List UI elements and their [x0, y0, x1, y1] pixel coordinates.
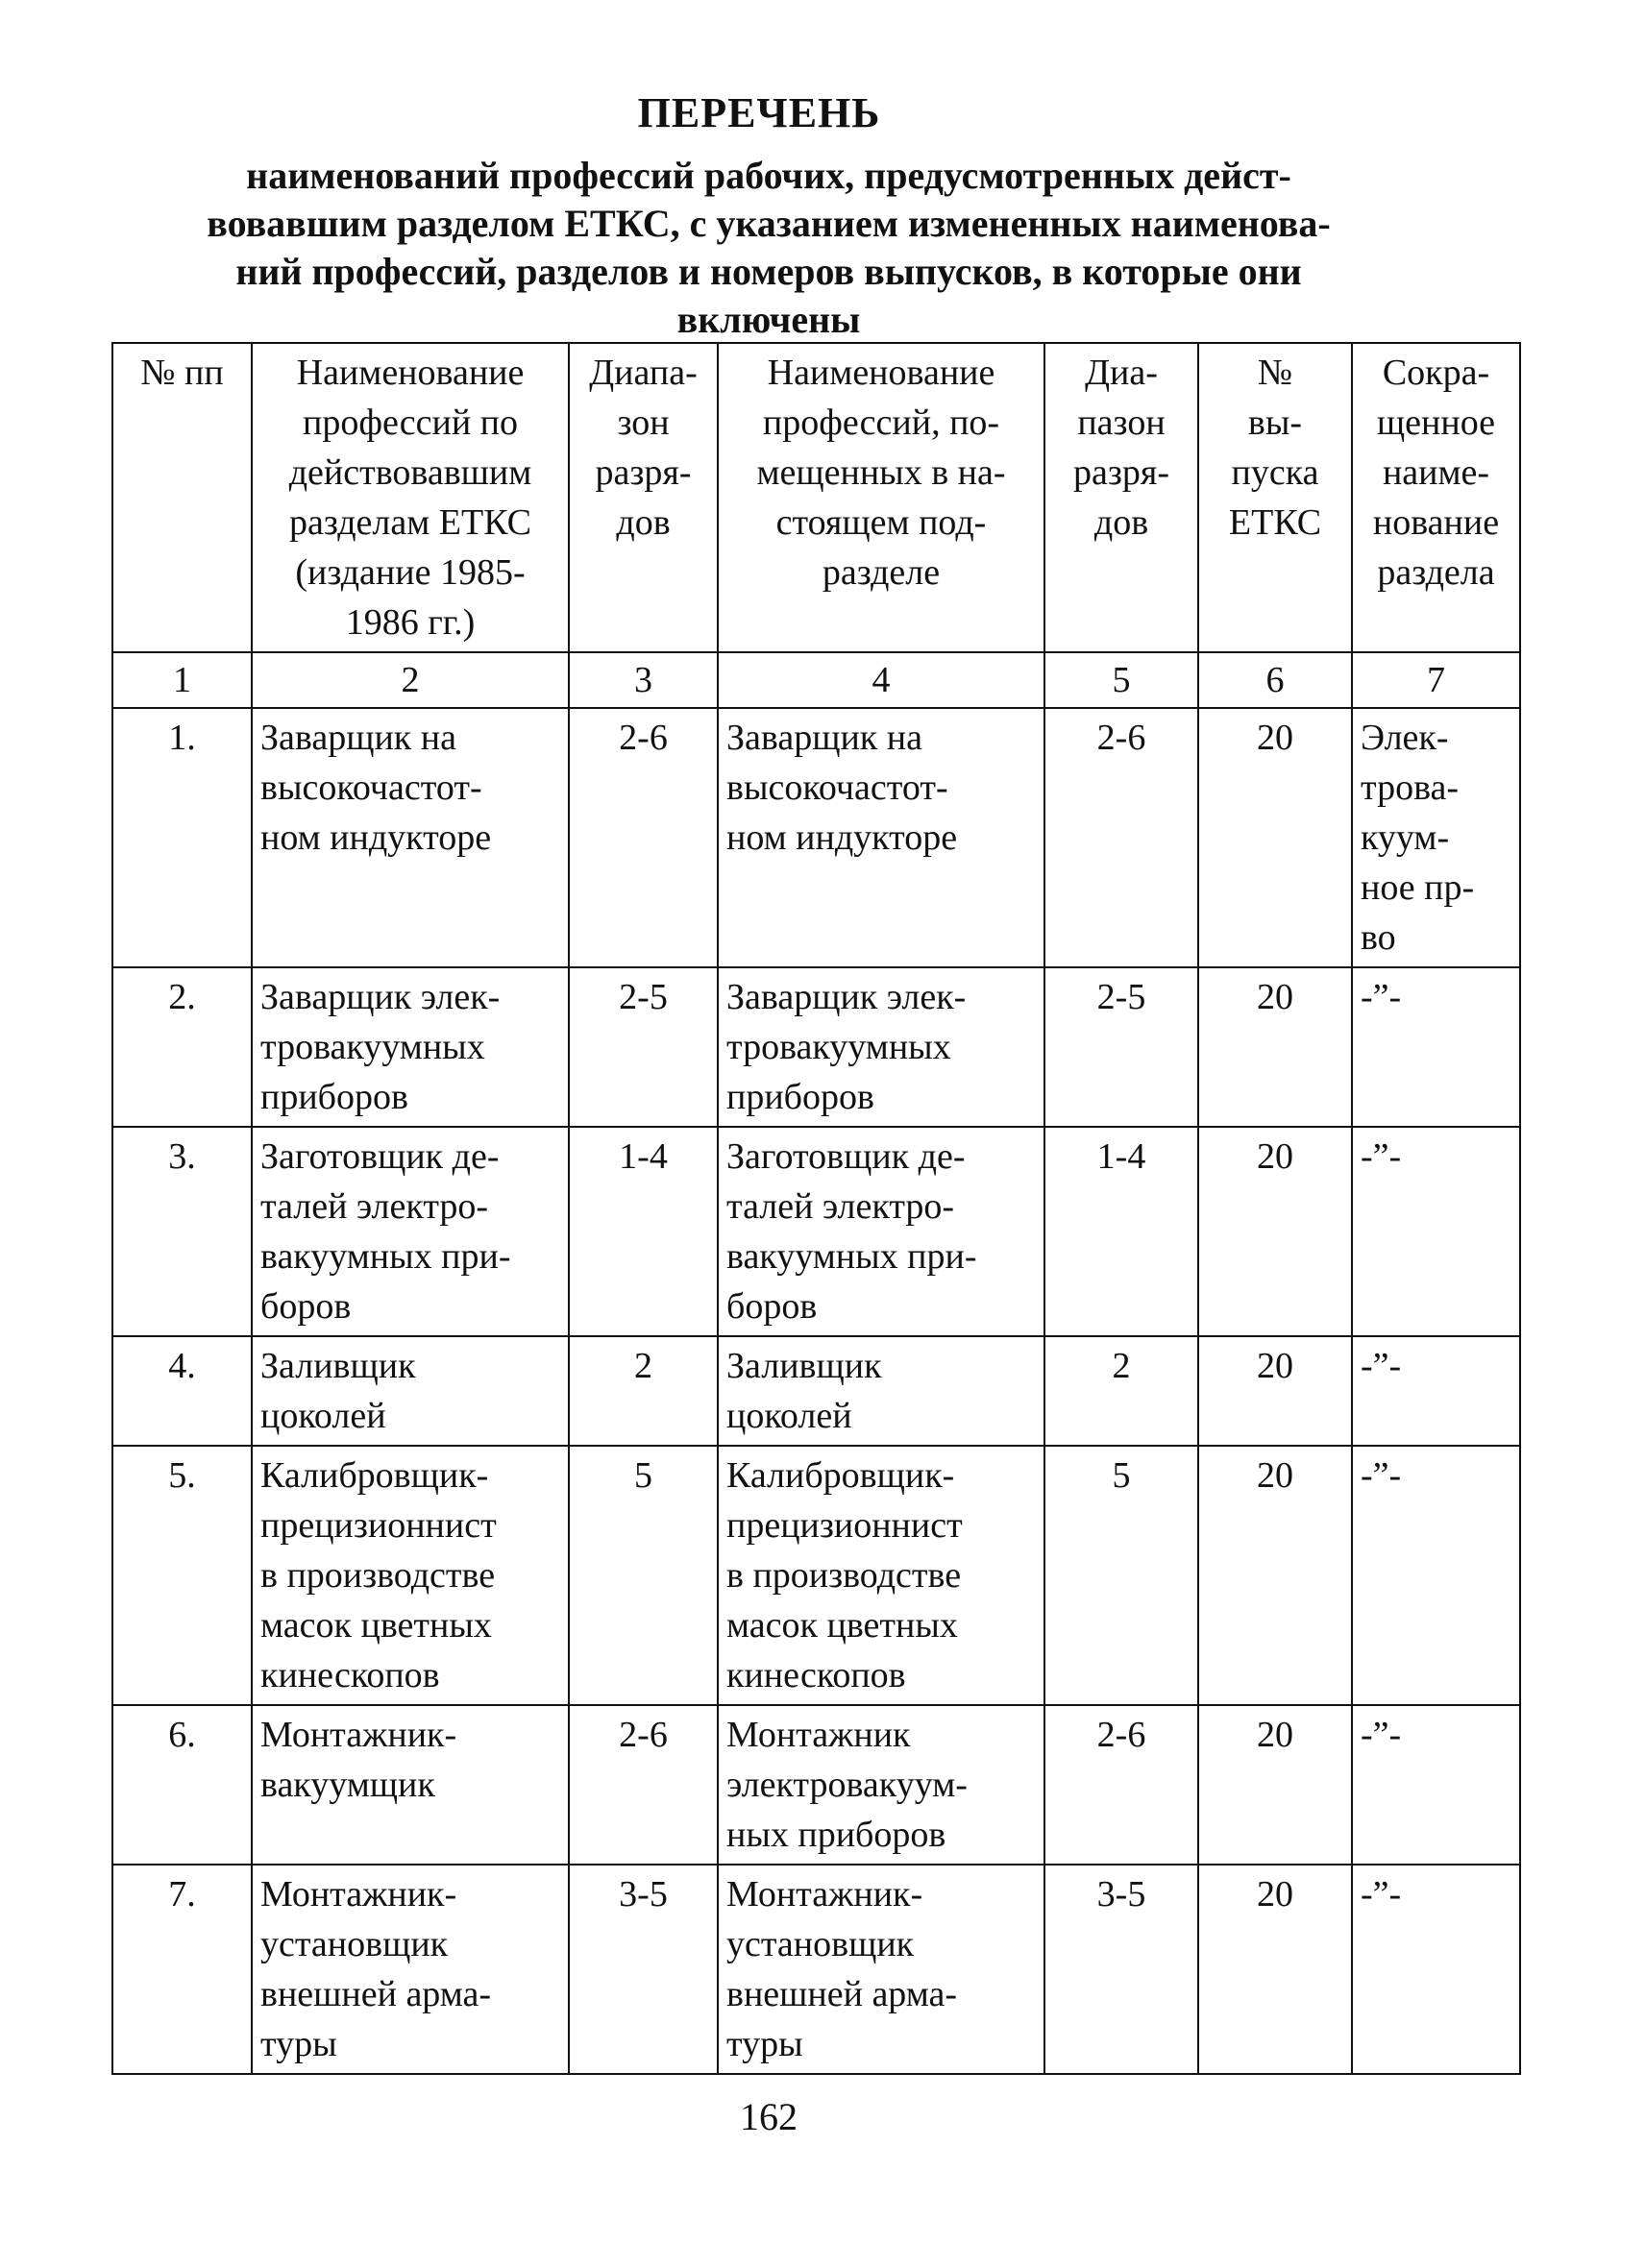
text-line: вовавшим разделом ЕТКС, с указанием измененных наименова- [207, 202, 1331, 245]
text-line: Монтажник- [260, 1874, 457, 1914]
row-number: 6. [112, 1705, 252, 1865]
text-line: боров [260, 1286, 352, 1327]
old-profession-name [252, 1446, 569, 1705]
text-line: -”- [1361, 1346, 1402, 1386]
etks-issue-number: 20 [1198, 1127, 1352, 1336]
text-line: вы- [1247, 402, 1303, 443]
text-line: внешней арма- [726, 1974, 958, 2014]
column-number: 4 [718, 652, 1044, 708]
text-line: -”- [1361, 1455, 1402, 1496]
old-grade-range: 2 [569, 1336, 718, 1446]
header-old-name [252, 343, 569, 652]
header-new-name [718, 343, 1044, 652]
new-profession-name [718, 1127, 1044, 1336]
text-line: в производстве [260, 1555, 496, 1596]
row-number: 1. [112, 708, 252, 967]
new-profession-name [718, 1865, 1044, 2074]
page-number: 162 [740, 2095, 798, 2138]
old-profession-name [252, 708, 569, 967]
old-grade-range: 2-5 [569, 967, 718, 1127]
text-line: приборов [260, 1077, 408, 1117]
table-row [112, 1705, 1520, 1865]
text-line: Монтажник- [726, 1874, 923, 1914]
text-line: раздела [1377, 552, 1495, 593]
text-line: цоколей [726, 1396, 852, 1436]
row-number: 2. [112, 967, 252, 1127]
text-line: Заливщик [726, 1346, 882, 1386]
text-line: внешней арма- [260, 1974, 492, 2014]
text-line: талей электро- [260, 1186, 489, 1227]
header-old-range [569, 343, 718, 652]
text-line: Монтажник- [260, 1715, 457, 1755]
text-line: Заготовщик де- [260, 1136, 500, 1177]
text-line: трова- [1361, 768, 1460, 808]
text-line: установщик [726, 1924, 915, 1964]
section-short-name [1352, 1865, 1520, 2074]
table-header-row [112, 343, 1520, 652]
table-row [112, 1865, 1520, 2074]
old-profession-name [252, 1865, 569, 2074]
column-number: 2 [252, 652, 569, 708]
header-new-range [1044, 343, 1198, 652]
row-number: 3. [112, 1127, 252, 1336]
text-line: установщик [260, 1924, 449, 1964]
section-short-name [1352, 1705, 1520, 1865]
column-number: 7 [1352, 652, 1520, 708]
column-number: 6 [1198, 652, 1352, 708]
text-line: пазон [1077, 402, 1166, 443]
text-line: прецизионнист [726, 1505, 963, 1546]
section-short-name [1352, 967, 1520, 1127]
text-line: Монтажник [726, 1715, 911, 1755]
column-number: 1 [112, 652, 252, 708]
text-line: талей электро- [726, 1186, 955, 1227]
column-number: 5 [1044, 652, 1198, 708]
text-line: ных приборов [726, 1815, 946, 1855]
old-profession-name [252, 1705, 569, 1865]
text-line: нование [1372, 502, 1500, 543]
text-line: Сокра- [1382, 353, 1490, 393]
new-grade-range: 3-5 [1044, 1865, 1198, 2074]
text-line: прецизионнист [260, 1505, 497, 1546]
text-line: тровакуумных [726, 1027, 951, 1067]
text-line: в производстве [726, 1555, 962, 1596]
text-line: Заготовщик де- [726, 1136, 966, 1177]
text-line: кинескопов [726, 1655, 906, 1695]
new-grade-range: 1-4 [1044, 1127, 1198, 1336]
text-line: наиме- [1382, 452, 1490, 493]
old-profession-name [252, 1336, 569, 1446]
text-line: ном индукторе [726, 817, 958, 858]
text-line: включены [676, 298, 861, 341]
text-line: Диа- [1085, 353, 1158, 393]
text-line: вакуумных при- [726, 1236, 977, 1277]
text-line: туры [260, 2024, 337, 2064]
text-line: кинескопов [260, 1655, 440, 1695]
text-line: профессий, по- [762, 402, 1000, 443]
new-grade-range: 2 [1044, 1336, 1198, 1446]
text-line: щенное [1376, 402, 1496, 443]
text-line: Наименование [296, 353, 525, 393]
text-line: дов [616, 502, 671, 543]
text-line: дов [1093, 502, 1149, 543]
text-line: Заливщик [260, 1346, 416, 1386]
old-grade-range: 2-6 [569, 708, 718, 967]
text-line: мещенных в на- [756, 452, 1006, 493]
text-line: Элек- [1361, 718, 1449, 758]
etks-issue-number: 20 [1198, 708, 1352, 967]
column-number-row [112, 652, 1520, 708]
text-line: профессий по [302, 402, 518, 443]
etks-issue-number: 20 [1198, 967, 1352, 1127]
new-grade-range: 5 [1044, 1446, 1198, 1705]
text-line: -”- [1361, 1136, 1402, 1177]
text-line: масок цветных [726, 1605, 958, 1646]
etks-issue-number: 20 [1198, 1336, 1352, 1446]
text-line: -”- [1361, 1715, 1402, 1755]
text-line: -”- [1361, 1874, 1402, 1914]
old-profession-name [252, 1127, 569, 1336]
text-line: Диапа- [589, 353, 698, 393]
etks-issue-number: 20 [1198, 1446, 1352, 1705]
text-line: Заварщик на [726, 718, 922, 758]
document-title: ПЕРЕЧЕНЬ [637, 89, 881, 136]
table-row [112, 708, 1520, 967]
text-line: -”- [1361, 977, 1402, 1017]
new-grade-range: 2-5 [1044, 967, 1198, 1127]
text-line: во [1361, 917, 1396, 958]
text-line: Заварщик на [260, 718, 456, 758]
text-line: Заварщик элек- [260, 977, 501, 1017]
text-line: высокочастот- [260, 768, 482, 808]
text-line: № [1257, 353, 1293, 393]
professions-table [111, 342, 1521, 2075]
text-line: № пп [140, 353, 224, 393]
table-body [112, 708, 1520, 2074]
text-line: тровакуумных [260, 1027, 485, 1067]
text-line: куум- [1361, 817, 1450, 858]
column-number: 3 [569, 652, 718, 708]
text-line: разделам ЕТКС [289, 502, 531, 543]
header-issue [1198, 343, 1352, 652]
header-number [112, 343, 252, 652]
text-line: зон [617, 402, 670, 443]
new-profession-name [718, 1705, 1044, 1865]
table-row [112, 1127, 1520, 1336]
old-grade-range: 5 [569, 1446, 718, 1705]
text-line: вакуумщик [260, 1765, 435, 1805]
section-short-name [1352, 1127, 1520, 1336]
row-number: 5. [112, 1446, 252, 1705]
text-line: Наименование [767, 353, 995, 393]
text-line: боров [726, 1286, 818, 1327]
text-line: цоколей [260, 1396, 386, 1436]
text-line: Калибровщик- [260, 1455, 489, 1496]
text-line: стоящем под- [775, 502, 987, 543]
table-row [112, 1446, 1520, 1705]
etks-issue-number: 20 [1198, 1705, 1352, 1865]
new-profession-name [718, 1336, 1044, 1446]
text-line: электровакуум- [726, 1765, 968, 1805]
document-subtitle [144, 152, 1393, 344]
text-line: приборов [726, 1077, 874, 1117]
text-line: действовавшим [288, 452, 532, 493]
new-profession-name [718, 967, 1044, 1127]
old-grade-range: 3-5 [569, 1865, 718, 2074]
text-line: Калибровщик- [726, 1455, 955, 1496]
old-grade-range: 1-4 [569, 1127, 718, 1336]
text-line: Заварщик элек- [726, 977, 967, 1017]
old-profession-name [252, 967, 569, 1127]
new-profession-name [718, 708, 1044, 967]
section-short-name [1352, 708, 1520, 967]
new-grade-range: 2-6 [1044, 1705, 1198, 1865]
text-line: вакуумных при- [260, 1236, 511, 1277]
text-line: наименований профессий рабочих, предусмотренных дейст- [246, 154, 1291, 197]
new-profession-name [718, 1446, 1044, 1705]
text-line: разря- [1072, 452, 1169, 493]
section-short-name [1352, 1446, 1520, 1705]
row-number: 7. [112, 1865, 252, 2074]
text-line: (издание 1985- [295, 552, 526, 593]
text-line: высокочастот- [726, 768, 948, 808]
text-line: ЕТКС [1228, 502, 1322, 543]
etks-issue-number: 20 [1198, 1865, 1352, 2074]
text-line: ное пр- [1361, 867, 1475, 908]
row-number: 4. [112, 1336, 252, 1446]
old-grade-range: 2-6 [569, 1705, 718, 1865]
text-line: ний профессий, разделов и номеров выпусков, в которые они [235, 250, 1302, 293]
text-line: ном индукторе [260, 817, 492, 858]
header-section [1352, 343, 1520, 652]
new-grade-range: 2-6 [1044, 708, 1198, 967]
text-line: туры [726, 2024, 803, 2064]
text-line: разделе [822, 552, 941, 593]
section-short-name [1352, 1336, 1520, 1446]
text-line: масок цветных [260, 1605, 492, 1646]
text-line: пуска [1231, 452, 1319, 493]
table-row [112, 1336, 1520, 1446]
table-row [112, 967, 1520, 1127]
text-line: разря- [595, 452, 692, 493]
text-line: 1986 гг.) [345, 602, 476, 643]
